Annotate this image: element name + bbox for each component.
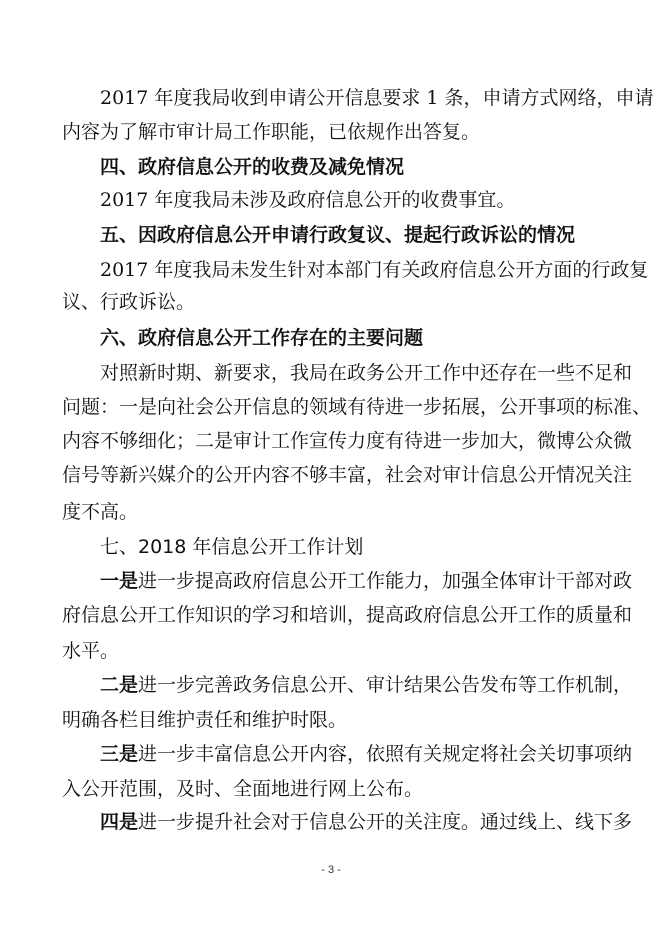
body-text: 进一步提高政府信息公开工作能力，加强全体审计干部对政 [138, 570, 633, 592]
plan-item-3 [100, 737, 633, 771]
bold-prefix: 一是 [100, 570, 139, 592]
body-line: 对照新时期、新要求，我局在政务公开工作中还存在一些不足和 [100, 362, 633, 384]
plan-item-2 [100, 668, 633, 702]
body-line: 入公开范围，及时、全面地进行网上公布。 [62, 778, 424, 800]
body-text: 进一步提升社会对于信息公开的关注度。通过线上、线下多 [138, 811, 633, 833]
body-line: 度不高。 [62, 501, 139, 523]
body-line: 府信息公开工作知识的学习和培训，提高政府信息公开工作的质量和 [62, 604, 633, 626]
body-line: 信号等新兴媒介的公开内容不够丰富，社会对审计信息公开情况关注 [62, 464, 633, 486]
bold-prefix: 四是 [100, 811, 139, 833]
section-heading-7: 七、2018 年信息公开工作计划 [100, 536, 364, 558]
bold-prefix: 二是 [100, 674, 139, 696]
body-line: 议、行政诉讼。 [62, 291, 196, 313]
section-heading-5: 五、因政府信息公开申请行政复议、提起行政诉讼的情况 [100, 224, 576, 246]
page-number: - 3 - [321, 864, 341, 876]
body-line: 2017 年度我局收到申请公开信息要求 1 条，申请方式网络，申请 [100, 87, 654, 109]
body-text: 进一步丰富信息公开内容，依照有关规定将社会关切事项纳 [138, 743, 633, 765]
body-line: 水平。 [62, 640, 120, 662]
section-heading-6: 六、政府信息公开工作存在的主要问题 [100, 327, 424, 349]
section-heading-4: 四、政府信息公开的收费及减免情况 [100, 156, 405, 178]
bold-prefix: 三是 [100, 743, 139, 765]
body-line: 2017 年度我局未发生针对本部门有关政府信息公开方面的行政复 [100, 259, 649, 281]
body-line: 明确各栏目维护责任和维护时限。 [62, 709, 348, 731]
plan-item-4 [100, 805, 633, 839]
body-line: 2017 年度我局未涉及政府信息公开的收费事宜。 [100, 189, 516, 211]
body-line: 内容不够细化；二是审计工作宣传力度有待进一步加大，微博公众微 [62, 430, 633, 452]
body-text: 进一步完善政务信息公开、审计结果公告发布等工作机制， [138, 674, 633, 696]
body-line: 问题：一是向社会公开信息的领域有待进一步拓展，公开事项的标准、 [62, 396, 652, 418]
body-line: 内容为了解市审计局工作职能，已依规作出答复。 [62, 121, 481, 143]
plan-item-1 [100, 564, 633, 598]
